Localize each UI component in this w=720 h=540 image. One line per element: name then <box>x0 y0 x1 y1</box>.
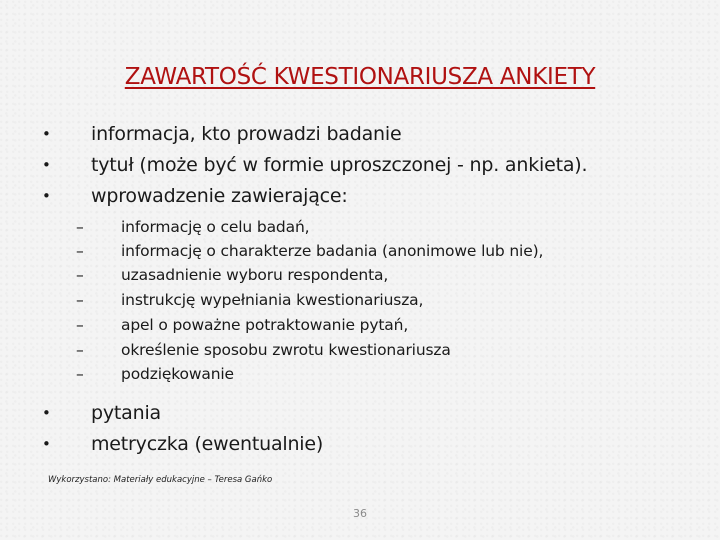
bullet-text: metryczka (ewentualnie) <box>91 433 324 455</box>
sub-item <box>0 313 720 337</box>
bullet-text: pytania <box>91 402 161 424</box>
bullet-text: tytuł (może być w formie uproszczonej - np. ankieta). <box>91 154 588 176</box>
bullet-marker: • <box>42 435 51 453</box>
bullet-item <box>0 430 720 458</box>
bullet-text: wprowadzenie zawierające: <box>91 185 348 207</box>
sub-item-text: informację o celu badań, <box>121 218 310 236</box>
bullet-item <box>0 151 720 179</box>
dash-marker: – <box>76 218 84 236</box>
dash-marker: – <box>76 365 84 383</box>
sub-item <box>0 263 720 287</box>
bullet-marker: • <box>42 125 51 143</box>
sub-item <box>0 215 720 239</box>
sub-item-text: instrukcję wypełniania kwestionariusza, <box>121 291 424 309</box>
sub-item <box>0 362 720 386</box>
sub-item-text: określenie sposobu zwrotu kwestionariusza <box>121 341 451 359</box>
bullet-marker: • <box>42 404 51 422</box>
bullet-item <box>0 182 720 210</box>
bullet-item <box>0 399 720 427</box>
sub-item <box>0 338 720 362</box>
dash-marker: – <box>76 341 84 359</box>
bullet-item <box>0 120 720 148</box>
slide-title: ZAWARTOŚĆ KWESTIONARIUSZA ANKIETY <box>124 64 596 90</box>
sub-item-text: informację o charakterze badania (anonimowe lub nie), <box>121 242 544 260</box>
sub-item-text: podziękowanie <box>121 365 234 383</box>
dash-marker: – <box>76 266 84 284</box>
dash-marker: – <box>76 242 84 260</box>
dash-marker: – <box>76 291 84 309</box>
bullet-marker: • <box>42 187 51 205</box>
sub-item <box>0 288 720 312</box>
source-note: Wykorzystano: Materiały edukacyjne – Teresa Gańko <box>48 475 273 485</box>
sub-item-text: uzasadnienie wyboru respondenta, <box>121 266 389 284</box>
sub-item-text: apel o poważne potraktowanie pytań, <box>121 316 409 334</box>
bullet-marker: • <box>42 156 51 174</box>
page-number: 36 <box>353 507 367 520</box>
dash-marker: – <box>76 316 84 334</box>
bullet-text: informacja, kto prowadzi badanie <box>91 123 402 145</box>
sub-item <box>0 239 720 263</box>
